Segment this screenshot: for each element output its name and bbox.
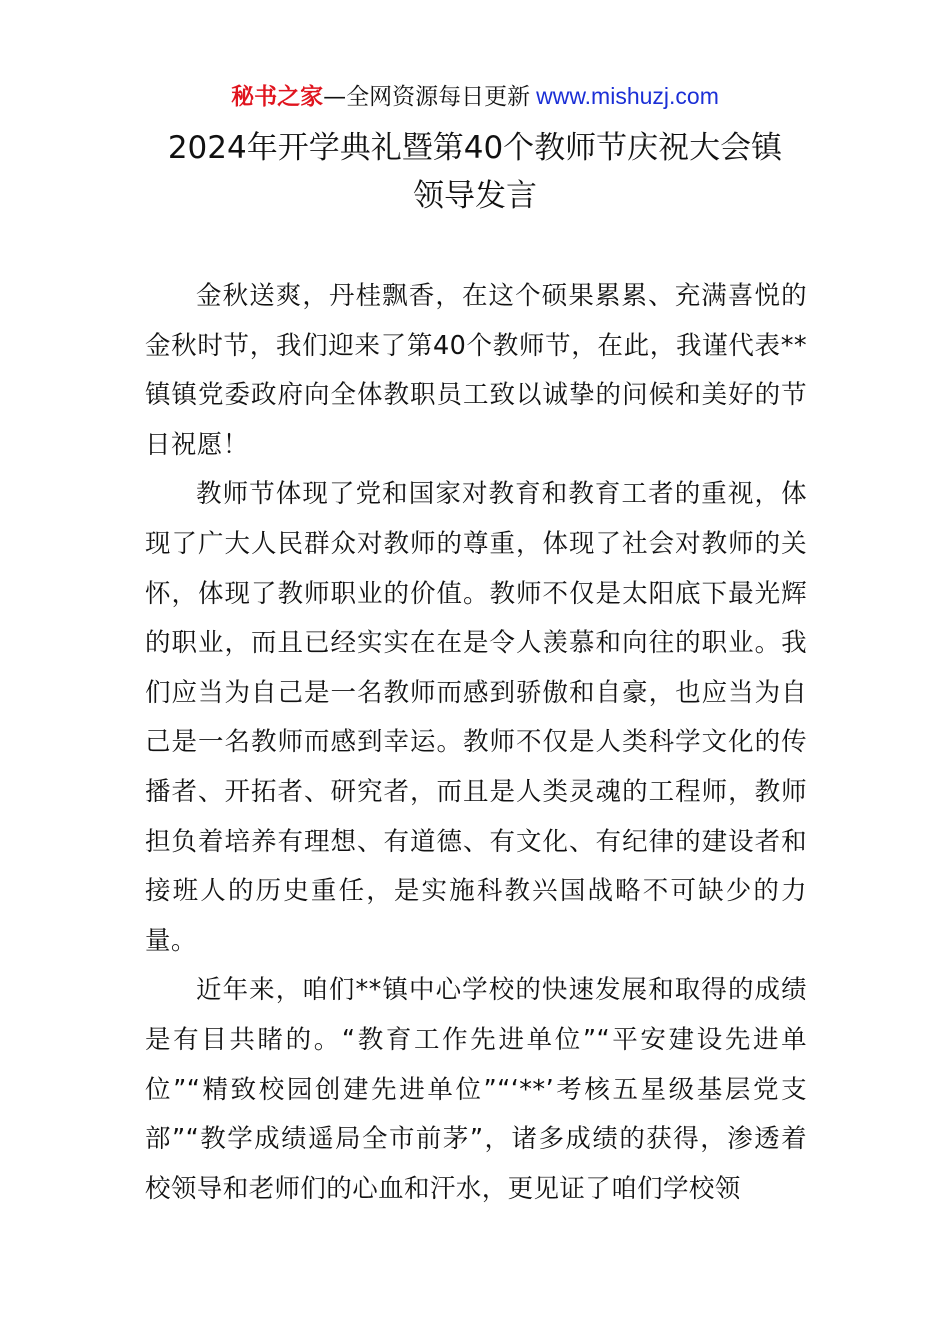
- title-line-2: 领导发言: [413, 178, 537, 214]
- site-header: [0, 80, 950, 113]
- brand-name: 秘书之家: [231, 84, 324, 110]
- paragraph-greeting: 金秋送爽，丹桂飘香，在这个硕果累累、充满喜悦的金秋时节，我们迎来了第40个教师节，在此，我谨代表**镇镇党委政府向全体教职员工致以诚挚的问候和美好的节日祝愿！: [145, 281, 807, 460]
- paragraph-achievements: 近年来，咱们**镇中心学校的快速发展和取得的成绩是有目共睹的。“教育工作先进单位”“平安建设先进单位”“精致校园创建先进单位”“‘**’考核五星级基层党支部”“教学成绩遥局全市前茅”，诸多成绩的获得，渗透着校领导和老师们的心血和汗水，更见证了咱们学校领: [145, 975, 807, 1204]
- document-body: [145, 272, 807, 1214]
- title-line-1: 2024年开学典礼暨第40个教师节庆祝大会镇: [167, 130, 783, 166]
- site-tagline: —全网资源每日更新: [323, 84, 531, 110]
- document-title: [140, 124, 810, 220]
- paragraph-teacher-value: 教师节体现了党和国家对教育和教育工者的重视，体现了广大人民群众对教师的尊重，体现了社会对教师的关怀，体现了教师职业的价值。教师不仅是太阳底下最光辉的职业，而且已经实实在在是令人羡慕和向往的职业。我们应当为自己是一名教师而感到骄傲和自豪，也应当为自己是一名教师而感到幸运。教师不仅是人类科学文化的传播者、开拓者、研究者，而且是人类灵魂的工程师，教师担负着培养有理想、有道德、有文化、有纪律的建设者和接班人的历史重任，是实施科教兴国战略不可缺少的力量。: [145, 479, 807, 956]
- site-url-link[interactable]: www.mishuzj.com: [536, 83, 719, 109]
